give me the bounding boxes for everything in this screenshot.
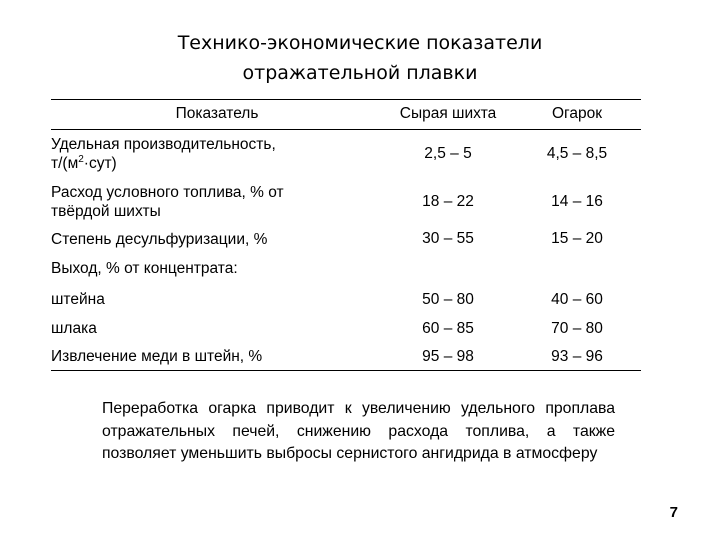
productivity-raw-charge: 2,5 – 5	[424, 145, 472, 163]
page-number: 7	[669, 504, 678, 521]
table-row-yield-header	[51, 253, 641, 285]
yield-header-calcine	[513, 253, 641, 285]
table-row-desulfurization	[51, 226, 641, 253]
desulfurization-raw-charge: 30 – 55	[422, 230, 474, 247]
desulfurization-label: Степень десульфуризации, %	[51, 230, 268, 248]
table-row-fuel	[51, 179, 641, 226]
slide-title-line-1: Технико-экономические показатели	[177, 32, 543, 54]
copper-recovery-raw-charge: 95 – 98	[383, 344, 513, 371]
table-row-copper-recovery	[51, 344, 641, 371]
copper-recovery-label: Извлечение меди в штейн, %	[51, 344, 383, 371]
desulfurization-calcine: 15 – 20	[551, 230, 603, 247]
yield-header-raw-charge	[383, 253, 513, 285]
slide-title	[0, 28, 720, 88]
fuel-label: Расход условного топлива, % от твёрдой шихты	[51, 184, 284, 220]
indicators-table	[51, 99, 641, 371]
matte-calcine: 40 – 60	[551, 290, 603, 308]
yield-header-label: Выход, % от концентрата:	[51, 260, 238, 277]
fuel-calcine: 14 – 16	[551, 193, 603, 210]
header-raw-charge: Сырая шихта	[383, 100, 513, 130]
table-row-slag	[51, 315, 641, 344]
productivity-calcine: 4,5 – 8,5	[546, 145, 608, 163]
matte-raw-charge: 50 – 80	[422, 290, 474, 308]
copper-recovery-calcine: 93 – 96	[513, 344, 641, 371]
slide-title-line-2: отражательной плавки	[242, 62, 478, 84]
slag-raw-charge: 60 – 85	[422, 320, 474, 337]
header-indicator: Показатель	[51, 100, 383, 130]
table-row-productivity	[51, 130, 641, 179]
table-header-row	[51, 100, 641, 130]
matte-label: штейна	[51, 290, 105, 308]
header-calcine: Огарок	[513, 100, 641, 130]
slag-label: шлака	[51, 320, 97, 337]
slag-calcine: 70 – 80	[551, 320, 603, 337]
productivity-label: Удельная производительность, $т/(м^2\cdot сут)$	[51, 136, 276, 173]
table-row-matte	[51, 285, 641, 315]
description-paragraph: Переработка огарка приводит к увеличению удельного проплава отражательных печей, снижению расхода топлива, а также позволяет уменьшить выбросы сернистого ангидрида в атмосферу	[102, 400, 615, 462]
fuel-raw-charge: 18 – 22	[422, 193, 474, 210]
